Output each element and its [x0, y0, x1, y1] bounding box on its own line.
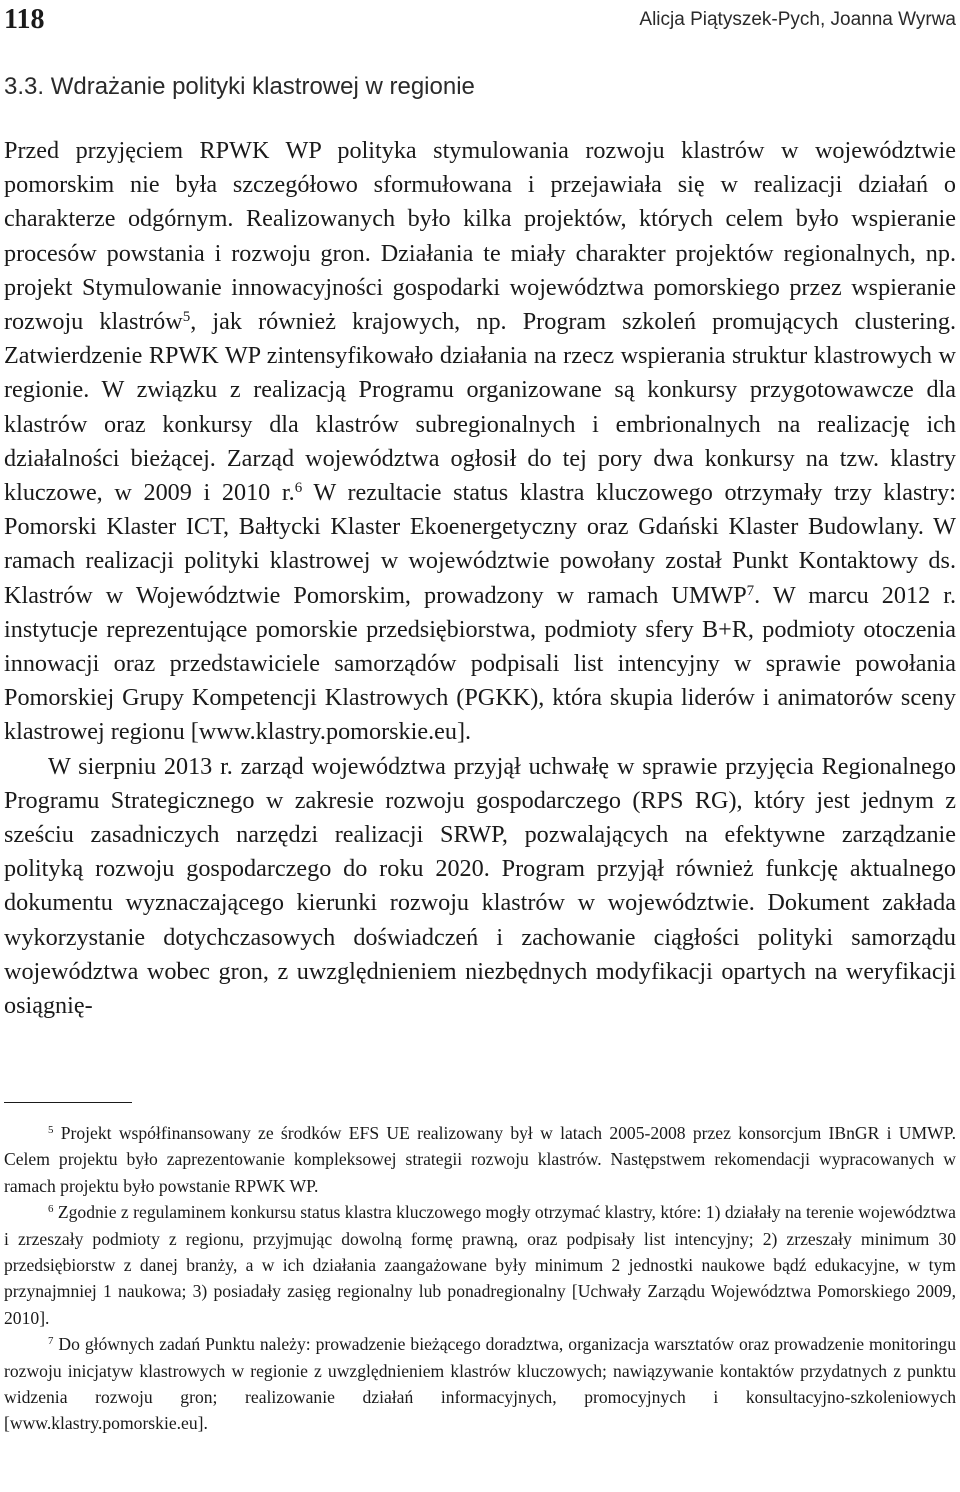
- footnote-ref-7: 7: [746, 582, 755, 599]
- footnotes: [4, 1120, 956, 1437]
- paragraph-1-part-c: W rezultacie status klastra kluczowego otrzymały trzy klastry: Pomorski Klaster ICT, Bałtycki Klaster Ekoenergetyczny oraz Gdański Klaster Budowlany. W ramach realizacji polityki klastrowej w województwie powołany został Punkt Kontaktowy ds. Klastrów w Województwie Pomorskim, prowadzony w ramach UMWP: [4, 479, 956, 609]
- running-head-authors: Alicja Piątyszek-Pych, Joanna Wyrwa: [639, 9, 956, 30]
- footnote-6: [4, 1199, 956, 1331]
- paragraph-1-part-b: , jak również krajowych, np. Program szkoleń promujących clustering. Zatwierdzenie RPWK WP zintensyfikowało działania na rzecz wspierania struktur klastrowych w regionie. W związku z realizacją Programu organizowane są konkursy przygotowawcze dla klastrów oraz konkursy dla klastrów subregionalnych i embrionalnych na realizację ich działalności bieżącej. Zarząd województwa ogłosił do tej pory dwa konkursy na tzw. klastry kluczowe, w 2009 i 2010 r.: [4, 308, 956, 507]
- paragraph-1-part-d: . W marcu 2012 r. instytucje reprezentujące pomorskie przedsiębiorstwa, podmioty sfery B+R, podmioty otoczenia innowacji oraz przedstawiciele samorządów podpisali list intencyjny w sprawie powołania Pomorskiej Grupy Kompetencji Klastrowych (PGKK), która skupia liderów i animatorów sceny klastrowej regionu [www.klastry.pomorskie.eu].: [4, 581, 956, 746]
- footnote-number-5: 5: [48, 1124, 54, 1136]
- footnote-7: [4, 1331, 956, 1437]
- footnote-ref-5: 5: [182, 308, 191, 325]
- footnote-text-6: Zgodnie z regulaminem konkursu status klastra kluczowego mogły otrzymać klastry, które: 1) działały na terenie województwa i zrzeszały podmioty z regionu, przyjmując dowolną formę prawną, oraz podpisały list intencyjny; 2) zrzeszały minimum 30 przedsiębiorstw z danej branży, a w ich działania zaangażowane były minimum 2 jednostki naukowe bądź edukacyjne, w tym przynajmniej 1 naukowa; 3) posiadały zasięg regionalny lub ponadregionalny [Uchwały Zarządu Województwa Pomorskiego 2009, 2010].: [4, 1202, 956, 1328]
- footnote-text-5: Projekt współfinansowany ze środków EFS UE realizowany był w latach 2005-2008 przez konsorcjum IBnGR i UMWP. Celem projektu było zaprezentowanie kompleksowej strategii rozwoju klastrów. Następstwem rekomendacji wypracowanych w ramach projektu było powstanie RPWK WP.: [4, 1123, 956, 1196]
- footnote-separator: [4, 1102, 132, 1103]
- footnote-text-7: Do głównych zadań Punktu należy: prowadzenie bieżącego doradztwa, organizacja warsztatów oraz prowadzenie monitoringu rozwoju inicjatyw klastrowych w regionie z uwzględnieniem klastrów kluczowych; nawiązywanie kontaktów przydatnych z punktu widzenia rozwoju gron; realizowanie działań informacyjnych, promocyjnych i konsultacyjno-szkoleniowych [www.klastry.pomorskie.eu].: [4, 1334, 956, 1434]
- paragraph-1-part-a: Przed przyjęciem RPWK WP polityka stymulowania rozwoju klastrów w województwie pomorskim nie była szczegółowo sformułowana i przejawiała się w realizacji działań o charakterze odgórnym. Realizowanych było kilka projektów, których celem było wspieranie procesów powstania i rozwoju gron. Działania te miały charakter projektów regionalnych, np. projekt Stymulowanie innowacyjności gospodarki województwa pomorskiego przez wspieranie rozwoju klastrów: [4, 137, 956, 336]
- footnote-5: [4, 1120, 956, 1199]
- paragraph-1: [4, 134, 956, 750]
- footnote-ref-6: 6: [294, 479, 303, 496]
- section-title: 3.3. Wdrażanie polityki klastrowej w regionie: [4, 73, 475, 100]
- page-header: [4, 2, 956, 38]
- footnote-number-6: 6: [48, 1203, 54, 1216]
- page-number: 118: [4, 4, 45, 35]
- paragraph-2: W sierpniu 2013 r. zarząd województwa przyjął uchwałę w sprawie przyjęcia Regionalnego Programu Strategicznego w zakresie rozwoju gospodarczego (RPS RG), który jest jednym z sześciu zasadniczych narzędzi realizacji SRWP, pozwalających na efektywne zarządzanie polityką rozwoju gospodarczego do roku 2020. Program przyjął również funkcję aktualnego dokumentu wyznaczającego kierunki rozwoju klastrów w województwie. Dokument zakłada wykorzystanie dotychczasowych doświadczeń i zachowanie ciągłości polityki samorządu województwa wobec gron, z uwzględnieniem niezbędnych modyfikacji opartych na weryfikacji osiągnię-: [4, 752, 956, 1020]
- body-text: [4, 134, 956, 1023]
- footnote-number-7: 7: [48, 1335, 54, 1348]
